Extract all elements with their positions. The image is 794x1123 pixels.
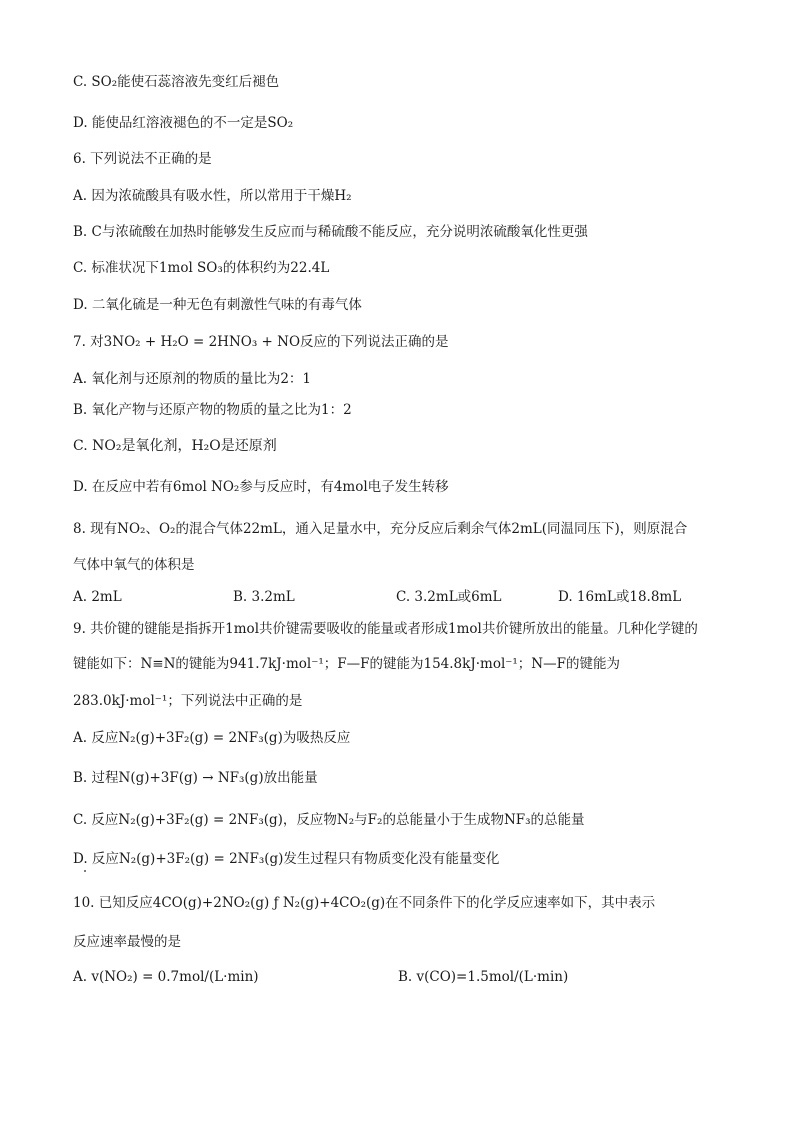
q9-stem-line1: 9. 共价键的键能是指拆开1mol共价键需要吸收的能量或者形成1mol共价键所放出的能量。几种化学键的 [73,621,698,637]
q9-option-a: A. 反应N₂(g)+3F₂(g) = 2NF₃(g)为吸热反应 [73,730,351,746]
q8-option-d: D. 16mL或18.8mL [558,589,682,605]
q9-option-b: B. 过程N(g)+3F(g) → NF₃(g)放出能量 [73,770,318,786]
q7-option-a: A. 氧化剂与还原剂的物质的量比为2：1 [73,371,312,387]
q7-option-c: C. NO₂是氧化剂，H₂O是还原剂 [73,438,277,454]
q6-option-c: C. 标准状况下1mol SO₃的体积约为22.4L [73,260,330,276]
q10-stem-line1: 10. 已知反应4CO(g)+2NO₂(g) ƒ N₂(g)+4CO₂(g)在不同条件下的化学反应速率如下，其中表示 [73,895,656,911]
q9-stem-line2: 键能如下：N≡N的键能为941.7kJ·mol⁻¹；F—F的键能为154.8kJ·mol⁻¹；N—F的键能为 [73,656,620,672]
q8-option-b: B. 3.2mL [233,589,295,605]
q8-stem-line2: 气体中氧气的体积是 [73,557,195,573]
q7-stem: 7. 对3NO₂ + H₂O = 2HNO₃ + NO反应的下列说法正确的是 [73,334,449,350]
q8-option-a: A. 2mL [73,589,122,605]
q6-stem: 6. 下列说法不正确的是 [73,151,212,167]
q10-option-b: B. v(CO)=1.5mol/(L·min) [398,969,569,985]
q9-option-d: D. 反应N₂(g)+3F₂(g) = 2NF₃(g)发生过程只有物质变化没有能量变化 [73,851,500,867]
q9-option-c: C. 反应N₂(g)+3F₂(g) = 2NF₃(g)，反应物N₂与F₂的总能量小于生成物NF₃的总能量 [73,812,585,828]
q10-stem-line2: 反应速率最慢的是 [73,934,181,950]
q7-option-b: B. 氧化产物与还原产物的物质的量之比为1：2 [73,402,352,418]
q8-option-c: C. 3.2mL或6mL [396,589,502,605]
q5-option-c: C. SO₂能使石蕊溶液先变红后褪色 [73,74,280,90]
q6-option-d: D. 二氧化硫是一种无色有刺激性气味的有毒气体 [73,297,362,313]
q6-option-a: A. 因为浓硫酸具有吸水性，所以常用于干燥H₂ [73,188,352,204]
q8-stem-line1: 8. 现有NO₂、O₂的混合气体22mL，通入足量水中，充分反应后剩余气体2mL(同温同压下)，则原混合 [73,521,688,537]
stray-dot [84,870,86,872]
q6-option-b: B. C与浓硫酸在加热时能够发生反应而与稀硫酸不能反应，充分说明浓硫酸氧化性更强 [73,224,588,240]
q5-option-d: D. 能使品红溶液褪色的不一定是SO₂ [73,115,294,131]
q7-option-d: D. 在反应中若有6mol NO₂参与反应时，有4mol电子发生转移 [73,479,449,495]
q9-stem-line3: 283.0kJ·mol⁻¹；下列说法中正确的是 [73,693,303,709]
q10-option-a: A. v(NO₂) = 0.7mol/(L·min) [73,969,259,985]
